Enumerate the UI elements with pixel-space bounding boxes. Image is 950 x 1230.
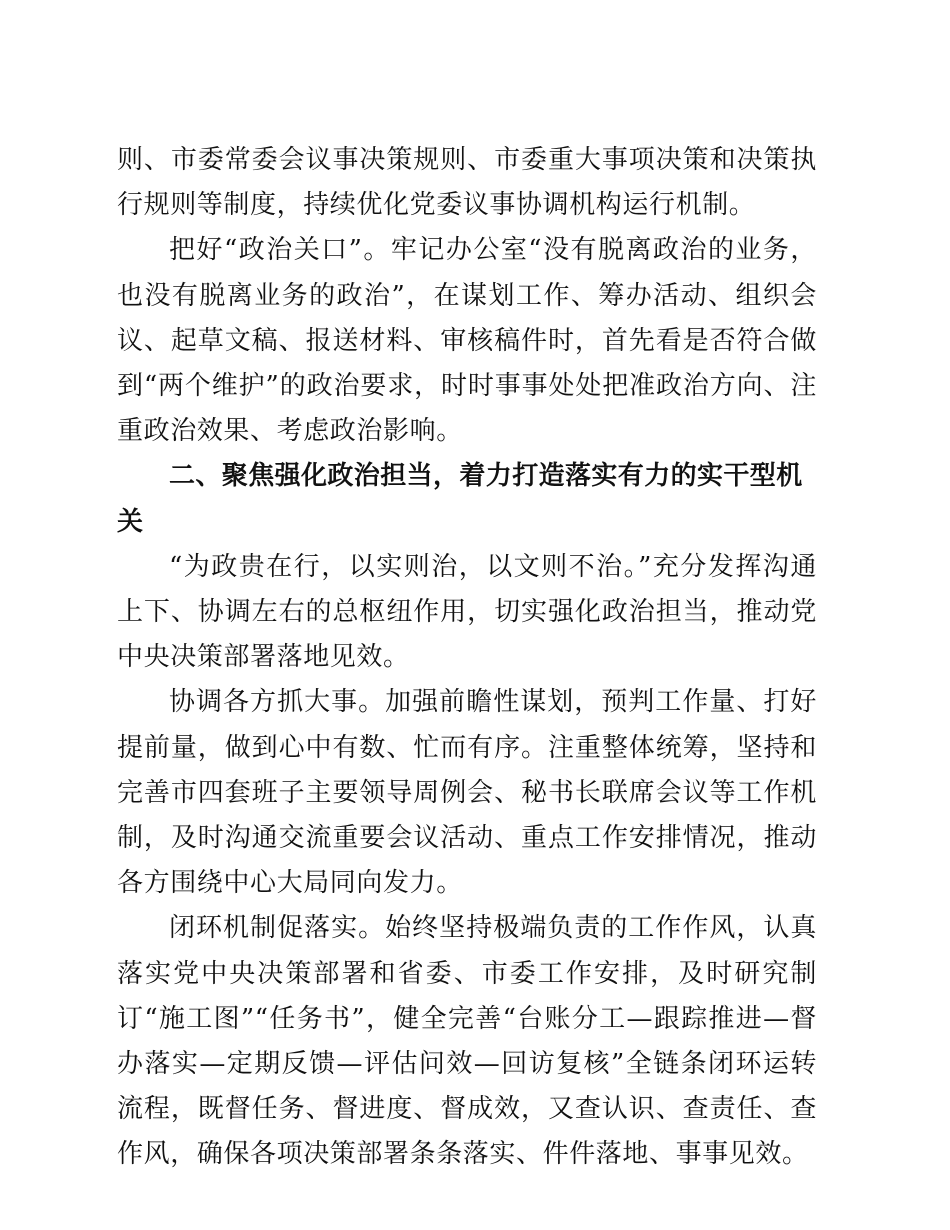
paragraph-coordinate-parties: 协调各方抓大事。加强前瞻性谋划，预判工作量、打好提前量，做到心中有数、忙而有序。注重整体统筹，坚持和完善市四套班子主要领导周例会、秘书长联席会议等工作机制，及时沟通交流重要会议活动、重点工作安排情况，推动各方围绕中心大局同向发力。: [117, 687, 817, 899]
section-heading: 二、聚焦强化政治担当，着力打造落实有力的实干型机关: [117, 461, 803, 537]
paragraph-closed-loop: 闭环机制促落实。始终坚持极端负责的工作作风，认真落实党中央决策部署和省委、市委工作安排，及时研究制订“施工图”“任务书”，健全完善“台账分工—跟踪推进—督办落实—定期反馈—评估问效—回访复核”全链条闭环运转流程，既督任务、督进度、督成效，又查认识、查责任、查作风，确保各项决策部署条条落实、件件落地、事事见效。: [117, 913, 817, 1170]
paragraph-political-gateway: 把好“政治关口”。牢记办公室“没有脱离政治的业务，也没有脱离业务的政治”，在谋划工作、筹办活动、组织会议、起草文稿、报送材料、审核稿件时，首先看是否符合做到“两个维护”的政治要求，时时事事处处把准政治方向、注重政治效果、考虑政治影响。: [117, 235, 817, 447]
document-body: [117, 138, 817, 1178]
paragraph-intro-quote: “为政贵在行，以实则治，以文则不治。”充分发挥沟通上下、协调左右的总枢纽作用，切实强化政治担当，推动党中央决策部署落地见效。: [117, 551, 817, 673]
paragraph-continuation: 则、市委常委会议事决策规则、市委重大事项决策和决策执行规则等制度，持续优化党委议事协调机构运行机制。: [117, 145, 817, 221]
